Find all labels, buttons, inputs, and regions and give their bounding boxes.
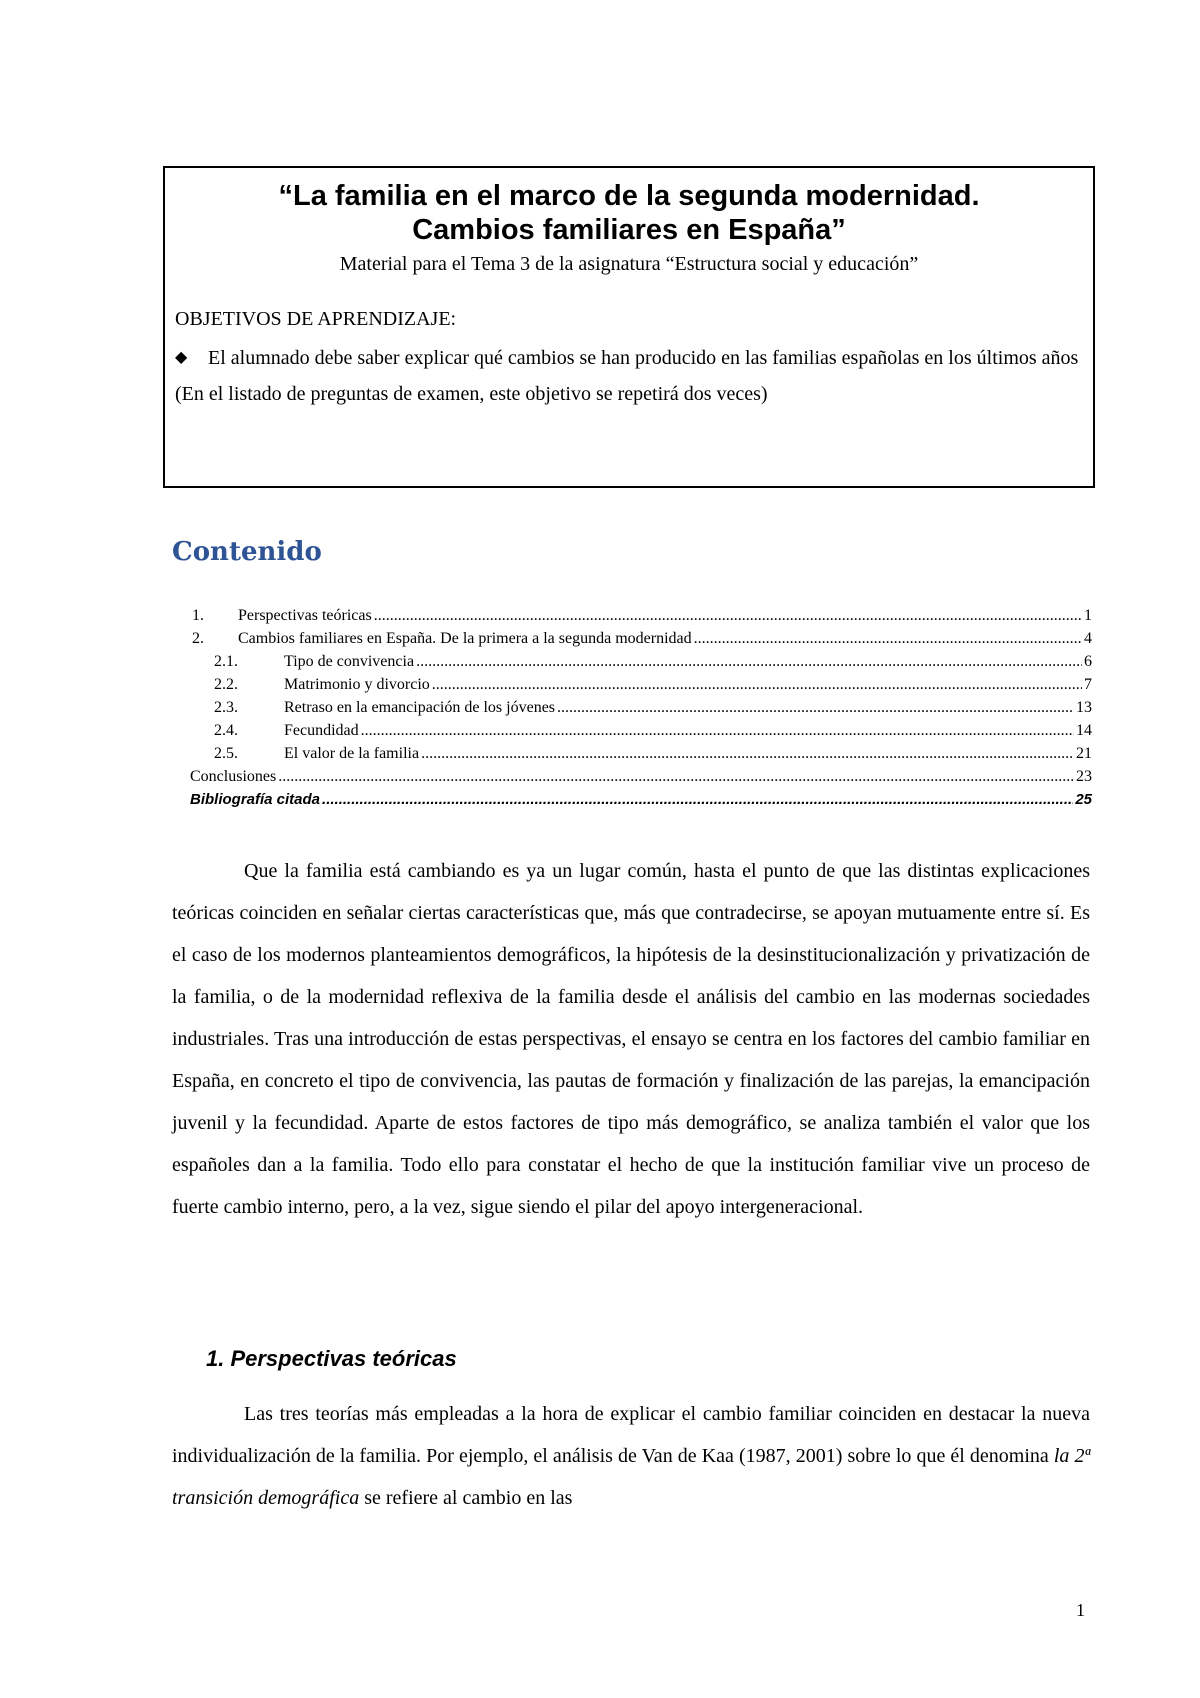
- toc-entry-label: Fecundidad: [284, 722, 359, 739]
- page-number: 1: [1076, 1600, 1085, 1620]
- toc-entry-label: Cambios familiares en España. De la primera a la segunda modernidad: [238, 630, 692, 647]
- objective-bullet: [175, 345, 1081, 371]
- toc-leader-dots: [322, 788, 1073, 811]
- toc-leader-dots: [694, 627, 1082, 650]
- section-paragraph-text: Las tres teorías más empleadas a la hora de explicar el cambio familiar coinciden en destacar la nueva individualización de la familia. Por ejemplo, el análisis de Van de Kaa (1987, 2001) sobre lo que él denomina: [172, 1403, 1090, 1467]
- section-paragraph-text-end: se refiere al cambio en las: [359, 1487, 573, 1509]
- toc-entry-page: 6: [1084, 653, 1092, 670]
- toc-entry-page: 25: [1075, 791, 1092, 808]
- toc-entry-number: 2.2.: [214, 676, 238, 693]
- toc-leader-dots: [557, 696, 1074, 719]
- toc-entry-page: 13: [1076, 699, 1092, 716]
- title-line-1: “La familia en el marco de la segunda modernidad.: [278, 180, 980, 212]
- toc-entry-label: Bibliografía citada: [190, 791, 321, 808]
- toc-entry[interactable]: [192, 696, 1092, 719]
- document-subtitle: Material para el Tema 3 de la asignatura “Estructura social y educación”: [339, 253, 919, 275]
- title-line-2: Cambios familiares en España”: [412, 214, 846, 246]
- toc-leader-dots: [416, 650, 1082, 673]
- section-paragraph: [172, 1393, 1090, 1519]
- toc-entry-label: Tipo de convivencia: [284, 653, 415, 670]
- intro-paragraph: Que la familia está cambiando es ya un lugar común, hasta el punto de que las distintas explicaciones teóricas coinciden en señalar ciertas características que, más que contradecirse, se apoyan mutuamente entre sí. Es el caso de los modernos planteamientos demográficos, la hipótesis de la desinstitucionalización y privatización de la familia, o de la modernidad reflexiva de la familia desde el análisis del cambio en las modernas sociedades industriales. Tras una introducción de estas perspectivas, el ensayo se centra en los factores del cambio familiar en España, en concreto el tipo de convivencia, las pautas de formación y finalización de las parejas, la emancipación juvenil y la fecundidad. Aparte de estos factores de tipo más demográfico, se analiza también el valor que los españoles dan a la familia. Todo ello para constatar el hecho de que la institución familiar vive un proceso de fuerte cambio interno, pero, a la vez, sigue siendo el pilar del apoyo intergeneracional.: [172, 860, 1090, 1218]
- toc-entry-page: 21: [1076, 745, 1092, 762]
- toc-leader-dots: [374, 604, 1082, 627]
- toc-entry[interactable]: [192, 673, 1092, 696]
- title-box: [163, 166, 1095, 488]
- toc-entry-number: 2.5.: [214, 745, 238, 762]
- toc-entry-number: 1.: [192, 607, 204, 624]
- toc-heading: Contenido: [172, 537, 322, 567]
- diamond-bullet-icon: ◆: [175, 349, 188, 366]
- toc-entry[interactable]: [192, 650, 1092, 673]
- toc-entry-number: 2.3.: [214, 699, 238, 716]
- toc-entry-page: 1: [1084, 607, 1092, 624]
- toc-leader-dots: [432, 673, 1082, 696]
- toc-entry-label: El valor de la familia: [284, 745, 420, 762]
- toc-entry-page: 14: [1076, 722, 1092, 739]
- toc-entry-label: Retraso en la emancipación de los jóvenes: [284, 699, 556, 716]
- document-title: [165, 179, 1093, 247]
- toc-entry-page: 4: [1084, 630, 1092, 647]
- table-of-contents: [192, 604, 1092, 811]
- toc-entry[interactable]: [190, 765, 1092, 788]
- toc-leader-dots: [361, 719, 1074, 742]
- section-paragraph-italic: la 2ª transición demográfica: [172, 1445, 1091, 1509]
- toc-entry-label: Perspectivas teóricas: [238, 607, 372, 624]
- toc-entry[interactable]: [190, 788, 1092, 811]
- toc-entry-number: 2.4.: [214, 722, 238, 739]
- toc-entry-label: Matrimonio y divorcio: [284, 676, 430, 693]
- toc-entry[interactable]: [192, 627, 1092, 650]
- toc-leader-dots: [421, 742, 1074, 765]
- toc-entry-page: 23: [1076, 768, 1092, 785]
- toc-entry[interactable]: [192, 604, 1092, 627]
- toc-entry-label: Conclusiones: [190, 768, 277, 785]
- toc-entry-number: 2.: [192, 630, 204, 647]
- toc-leader-dots: [278, 765, 1074, 788]
- objective-note: (En el listado de preguntas de examen, este objetivo se repetirá dos veces): [175, 383, 768, 405]
- toc-entry[interactable]: [192, 742, 1092, 765]
- objective-text: El alumnado debe saber explicar qué cambios se han producido en las familias españolas en los últimos años: [208, 347, 1079, 369]
- section-heading: 1. Perspectivas teóricas: [206, 1346, 457, 1371]
- objectives-heading: OBJETIVOS DE APRENDIZAJE:: [175, 308, 457, 330]
- toc-entry-number: 2.1.: [214, 653, 238, 670]
- toc-entry-page: 7: [1084, 676, 1092, 693]
- toc-entry[interactable]: [192, 719, 1092, 742]
